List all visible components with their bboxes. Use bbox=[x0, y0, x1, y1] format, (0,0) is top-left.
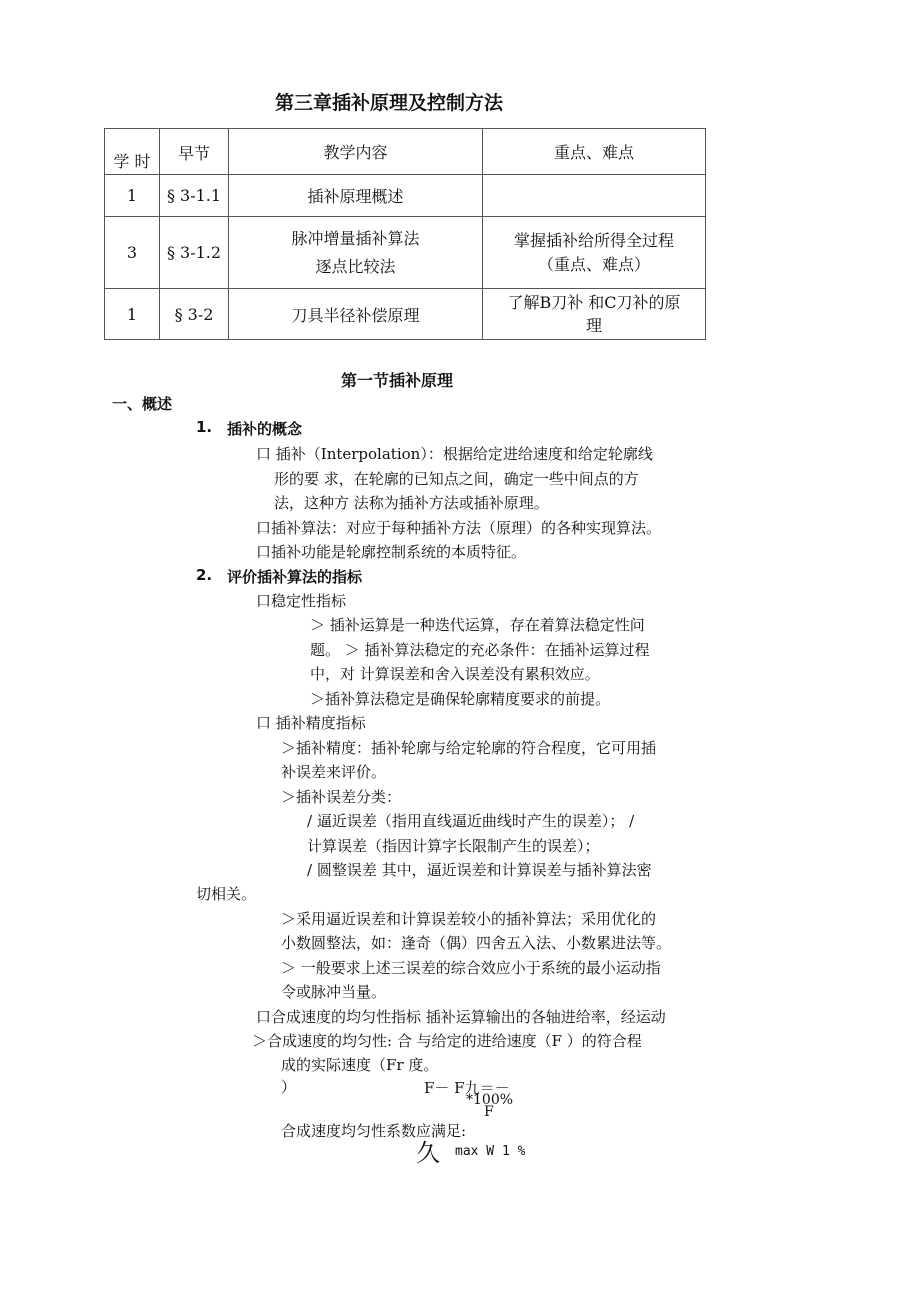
header-key-points: 重点、难点 bbox=[483, 129, 706, 175]
chapter-title: 第三章插补原理及控制方法 bbox=[275, 92, 504, 114]
paragraph-line: 口插补功能是轮廓控制系统的本质特征。 bbox=[256, 543, 527, 561]
paragraph-line: ＞插补误差分类： bbox=[281, 788, 402, 806]
paragraph-line: ） bbox=[281, 1078, 297, 1096]
cell-key-line: 理 bbox=[585, 316, 602, 335]
formula-percent: *100% bbox=[466, 1092, 514, 1108]
paragraph-line: 中，对 计算误差和舍入误差没有累积效应。 bbox=[310, 665, 600, 683]
cell-hours: 1 bbox=[105, 289, 160, 340]
stability-heading: 口稳定性指标 bbox=[256, 592, 347, 610]
paragraph-line: / 逼近误差（指用直线逼近曲线时产生的误差）； / bbox=[307, 812, 635, 830]
paragraph-line: 小数圆整法，如：逢奇（偶）四舍五入法、小数累进法等。 bbox=[281, 934, 672, 952]
cell-content-line: 逐点比较法 bbox=[315, 256, 396, 276]
table-header-row bbox=[105, 129, 706, 175]
item-number: 1. bbox=[196, 418, 213, 436]
paragraph-line: / 圆整误差 其中，逼近误差和计算误差与插补算法密 bbox=[307, 861, 652, 879]
item-title: 评价插补算法的指标 bbox=[227, 568, 363, 586]
paragraph-line: 令或脉冲当量。 bbox=[281, 983, 387, 1001]
item-title: 插补的概念 bbox=[227, 420, 303, 438]
cell-content: 插补原理概述 bbox=[229, 175, 483, 217]
cell-section: § 3-1.2 bbox=[160, 217, 229, 289]
paragraph-line: ＞插补算法稳定是确保轮廓精度要求的前提。 bbox=[310, 690, 611, 708]
paragraph-line: 形的要 求，在轮廓的已知点之间，确定一些中间点的方 bbox=[274, 470, 639, 488]
paragraph-line: ＞采用逼近误差和计算误差较小的插补算法；采用优化的 bbox=[281, 910, 657, 928]
table-row bbox=[105, 289, 706, 340]
paragraph-line: ＞插补精度：插补轮廓与给定轮廓的符合程度，它可用插 bbox=[281, 739, 657, 757]
section-title: 第一节插补原理 bbox=[341, 371, 454, 390]
formula-condition: max W 1 % bbox=[455, 1144, 526, 1159]
cell-content: 刀具半径补偿原理 bbox=[229, 289, 483, 340]
header-section: 早节 bbox=[160, 129, 229, 175]
cell-hours: 3 bbox=[105, 217, 160, 289]
paragraph-line: 计算误差（指因计算字长限制产生的误差）； bbox=[307, 837, 600, 855]
paragraph-line: 切相关。 bbox=[196, 885, 257, 903]
formula-denominator: F bbox=[484, 1104, 494, 1120]
paragraph-line: 补误差来评价。 bbox=[281, 763, 387, 781]
cell-key-line: 掌握插补给所得全过程 bbox=[513, 230, 674, 250]
formula-main: F－ F九＝－ bbox=[424, 1079, 510, 1097]
paragraph-line: ＞ 插补运算是一种迭代运算，存在着算法稳定性问 bbox=[310, 616, 645, 634]
paragraph-line: 口插补算法：对应于每种插补方法（原理）的各种实现算法。 bbox=[256, 519, 662, 537]
paragraph-line: 合成速度均匀性系数应满足: bbox=[281, 1122, 467, 1140]
cell-key-line: （重点、难点） bbox=[537, 254, 650, 274]
schedule-table bbox=[104, 128, 706, 340]
cell-key-points bbox=[483, 175, 706, 217]
header-content: 教学内容 bbox=[229, 129, 483, 175]
header-hours: 学 时 bbox=[105, 129, 160, 175]
heading-overview: 一、概述 bbox=[112, 395, 173, 413]
cell-content bbox=[229, 217, 483, 289]
cell-content-line: 脉冲增量插补算法 bbox=[291, 228, 420, 248]
cell-key-line: 了解B刀补 和C刀补的原 bbox=[507, 293, 681, 312]
paragraph-line: 口 插补（Interpolation）：根据给定进给速度和给定轮廓线 bbox=[256, 445, 653, 463]
precision-heading: 口 插补精度指标 bbox=[256, 714, 366, 732]
paragraph-line: 法，这种方 法称为插补方法或插补原理。 bbox=[274, 494, 549, 512]
uniformity-heading: 口合成速度的均匀性指标 插补运算输出的各轴进给率，经运动 bbox=[256, 1008, 666, 1026]
cell-section: § 3-1.1 bbox=[160, 175, 229, 217]
table-row bbox=[105, 175, 706, 217]
cell-key-points bbox=[483, 289, 706, 340]
table-row bbox=[105, 217, 706, 289]
paragraph-line: ＞合成速度的均匀性: 合 与给定的进给速度（F ）的符合程 bbox=[252, 1032, 642, 1050]
cell-section: § 3-2 bbox=[160, 289, 229, 340]
cell-hours: 1 bbox=[105, 175, 160, 217]
paragraph-line: 成的实际速度（Fr 度。 bbox=[281, 1056, 439, 1074]
formula-lambda-symbol: 久 bbox=[416, 1139, 440, 1167]
paragraph-line: ＞ 一般要求上述三误差的综合效应小于系统的最小运动指 bbox=[281, 959, 661, 977]
cell-key-points bbox=[483, 217, 706, 289]
item-number: 2. bbox=[196, 566, 213, 584]
paragraph-line: 题。 ＞ 插补算法稳定的充必条件：在插补运算过程 bbox=[310, 641, 650, 659]
